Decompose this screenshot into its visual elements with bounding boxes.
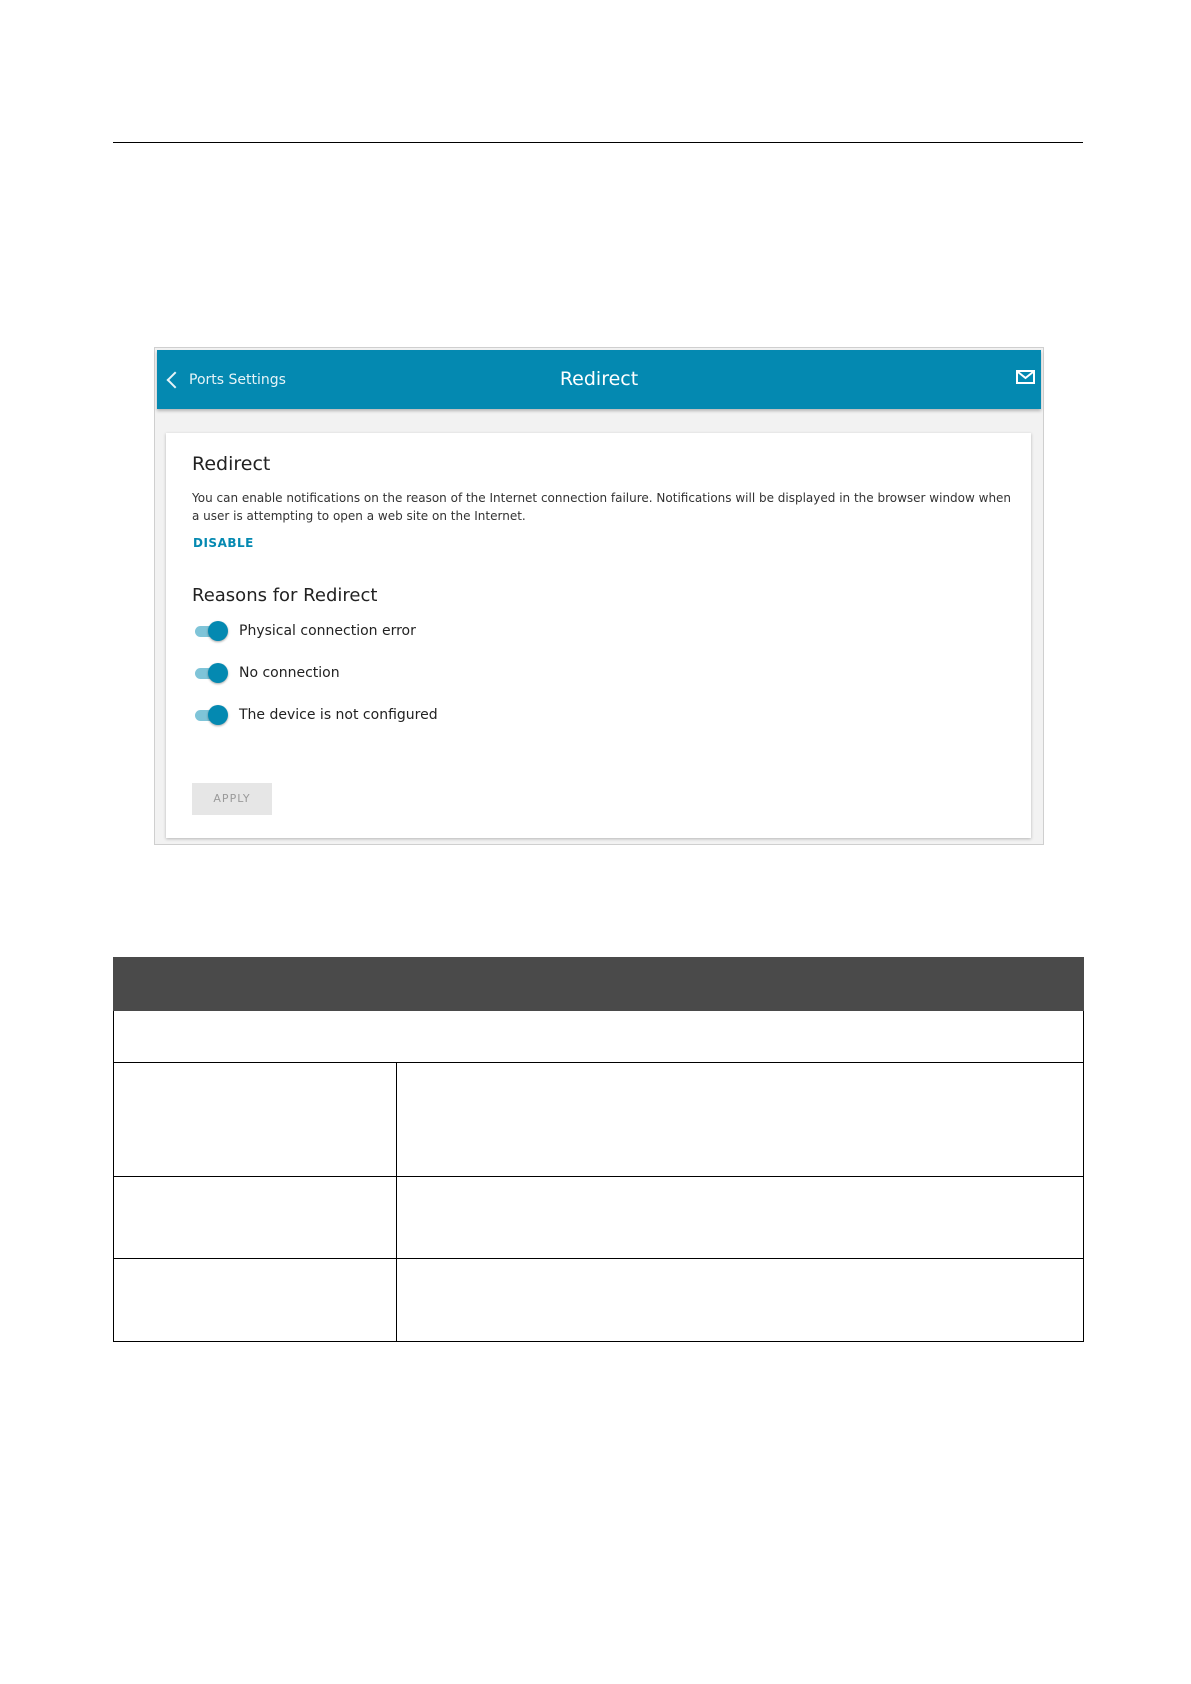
reason-label: No connection — [239, 665, 340, 681]
section-description: You can enable notifications on the reason of the Internet connection failure. Notifications will be displayed in the browser window when a user is attempting to open a web site on the Internet. — [192, 491, 1012, 523]
disable-button[interactable]: DISABLE — [193, 536, 254, 550]
table-cell-parameter — [114, 1177, 397, 1258]
reason-row-physical — [195, 621, 416, 641]
description-table — [113, 957, 1084, 1342]
page-header-rule — [113, 142, 1083, 143]
table-section-row — [113, 1011, 1084, 1063]
section-title: Redirect — [192, 453, 271, 475]
table-cell-parameter — [114, 1063, 397, 1176]
table-row — [113, 1177, 1084, 1259]
table-header — [113, 957, 1084, 1011]
reason-label: Physical connection error — [239, 623, 416, 639]
mail-icon[interactable] — [1016, 370, 1035, 384]
back-label: Ports Settings — [189, 371, 286, 388]
apply-button[interactable]: APPLY — [192, 783, 272, 815]
table-cell-description — [397, 1177, 1083, 1258]
page-title: Redirect — [559, 368, 639, 390]
redirect-card — [166, 433, 1031, 838]
table-cell-parameter — [114, 1259, 397, 1341]
table-row — [113, 1063, 1084, 1177]
table-cell-description — [397, 1259, 1083, 1341]
redirect-screenshot — [154, 347, 1044, 845]
physical-error-toggle[interactable] — [195, 621, 227, 641]
top-bar — [157, 350, 1041, 409]
no-connection-toggle[interactable] — [195, 663, 227, 683]
table-cell-description — [397, 1063, 1083, 1176]
reason-row-not-configured — [195, 705, 438, 725]
table-row — [113, 1259, 1084, 1342]
reason-label: The device is not configured — [239, 707, 438, 723]
reasons-title: Reasons for Redirect — [192, 585, 378, 606]
not-configured-toggle[interactable] — [195, 705, 227, 725]
reason-row-no-connection — [195, 663, 340, 683]
